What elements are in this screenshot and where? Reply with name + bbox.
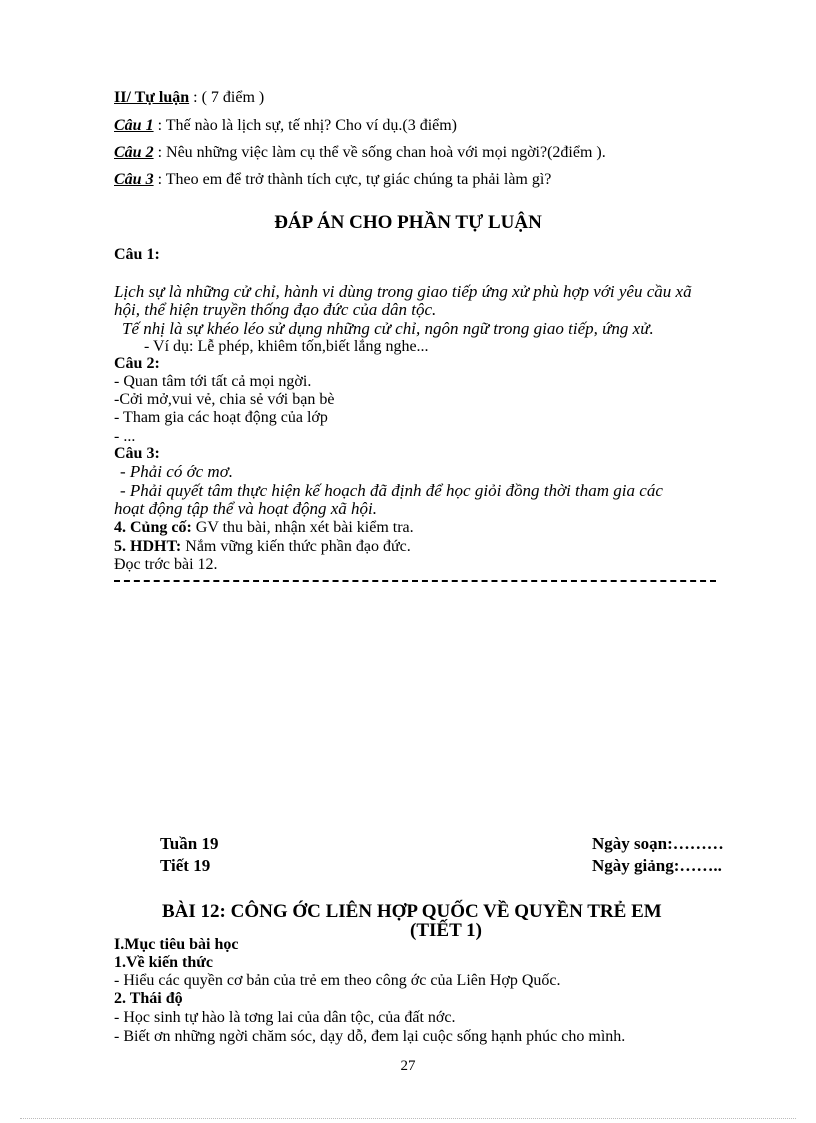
consolidation-line: [114, 519, 414, 537]
answer-3-line: - Phải quyết tâm thực hiện kế hoạch đã định để học giỏi đồng thời tham gia các: [120, 481, 663, 500]
question-text: : Theo em để trở thành tích cực, tự giác chúng ta phải làm gì?: [157, 171, 552, 188]
essay-question-2: [114, 144, 606, 162]
consolidation-text: GV thu bài, nhận xét bài kiểm tra.: [195, 519, 414, 536]
answer-1-example: - Ví dụ: Lễ phép, khiêm tốn,biết lắng nghe...: [144, 338, 429, 355]
essay-heading: II/ Tự luận: [114, 89, 190, 106]
question-label: Câu 2: [114, 144, 154, 161]
date-taught: Ngày giảng:……..: [592, 856, 722, 875]
essay-heading-line: [114, 89, 264, 107]
answer-2-line: - ...: [114, 428, 136, 445]
page-number: 27: [400, 1058, 416, 1074]
consolidation-label: 4. Củng cố:: [114, 519, 192, 536]
question-label: Câu 1: [114, 117, 154, 134]
attitude-line: - Học sinh tự hào là tơng lai của dân tộc, của đất nớc.: [114, 1009, 456, 1026]
answer-2-label: Câu 2:: [114, 355, 160, 372]
essay-question-3: [114, 171, 551, 189]
answer-3-label: Câu 3:: [114, 445, 160, 462]
knowledge-heading: 1.Về kiến thức: [114, 954, 213, 971]
objectives-heading: I.Mục tiêu bài học: [114, 936, 239, 953]
question-label: Câu 3: [114, 171, 154, 188]
page-edge: [20, 1118, 796, 1119]
answer-2-line: - Tham gia các hoạt động của lớp: [114, 409, 328, 426]
answer-3-line: hoạt động tập thể và hoạt động xã hội.: [114, 499, 378, 518]
homework-text: Nắm vững kiến thức phần đạo đức.: [185, 538, 411, 555]
attitude-line: - Biết ơn những ngời chăm sóc, dạy dỗ, đem lại cuộc sống hạnh phúc cho mình.: [114, 1028, 626, 1045]
date-prepared: Ngày soạn:………: [592, 834, 724, 853]
lesson-title: BÀI 12: CÔNG ỚC LIÊN HỢP QUỐC VỀ QUYỀN TRẺ EM: [162, 901, 662, 922]
period: Tiết 19: [160, 856, 211, 875]
homework-line: [114, 538, 411, 556]
essay-question-1: [114, 117, 457, 135]
attitude-heading: 2. Thái độ: [114, 990, 183, 1007]
answers-title: ĐÁP ÁN CHO PHẦN TỰ LUẬN: [274, 212, 542, 233]
answer-3-line: - Phải có ớc mơ.: [120, 462, 234, 481]
knowledge-text: - Hiểu các quyền cơ bản của trẻ em theo công ớc của Liên Hợp Quốc.: [114, 972, 561, 989]
answer-1-line: hội, thể hiện truyền thống đạo đức của dân tộc.: [114, 300, 437, 319]
lesson-subtitle: (TIẾT 1): [410, 920, 482, 941]
question-text: : Nêu những việc làm cụ thể về sống chan hoà với mọi ngời?(2điểm ).: [157, 144, 606, 161]
answer-1-label: Câu 1:: [114, 246, 160, 263]
homework-label: 5. HDHT:: [114, 538, 182, 555]
answer-2-line: - Quan tâm tới tất cả mọi ngời.: [114, 373, 312, 390]
section-divider: [114, 580, 716, 582]
answer-2-line: -Cởi mở,vui vẻ, chia sẻ với bạn bè: [114, 391, 335, 408]
essay-points: : ( 7 điểm ): [193, 89, 265, 106]
week: Tuần 19: [160, 834, 219, 853]
answer-1-line: Tế nhị là sự khéo léo sử dụng những cử chỉ, ngôn ngữ trong giao tiếp, ứng xử.: [122, 319, 654, 338]
answer-1-line: Lịch sự là những cử chỉ, hành vi dùng trong giao tiếp ứng xử phù hợp với yêu cầu xã: [114, 282, 692, 301]
read-before: Đọc trớc bài 12.: [114, 556, 218, 573]
question-text: : Thế nào là lịch sự, tế nhị? Cho ví dụ.(3 điểm): [157, 117, 458, 134]
